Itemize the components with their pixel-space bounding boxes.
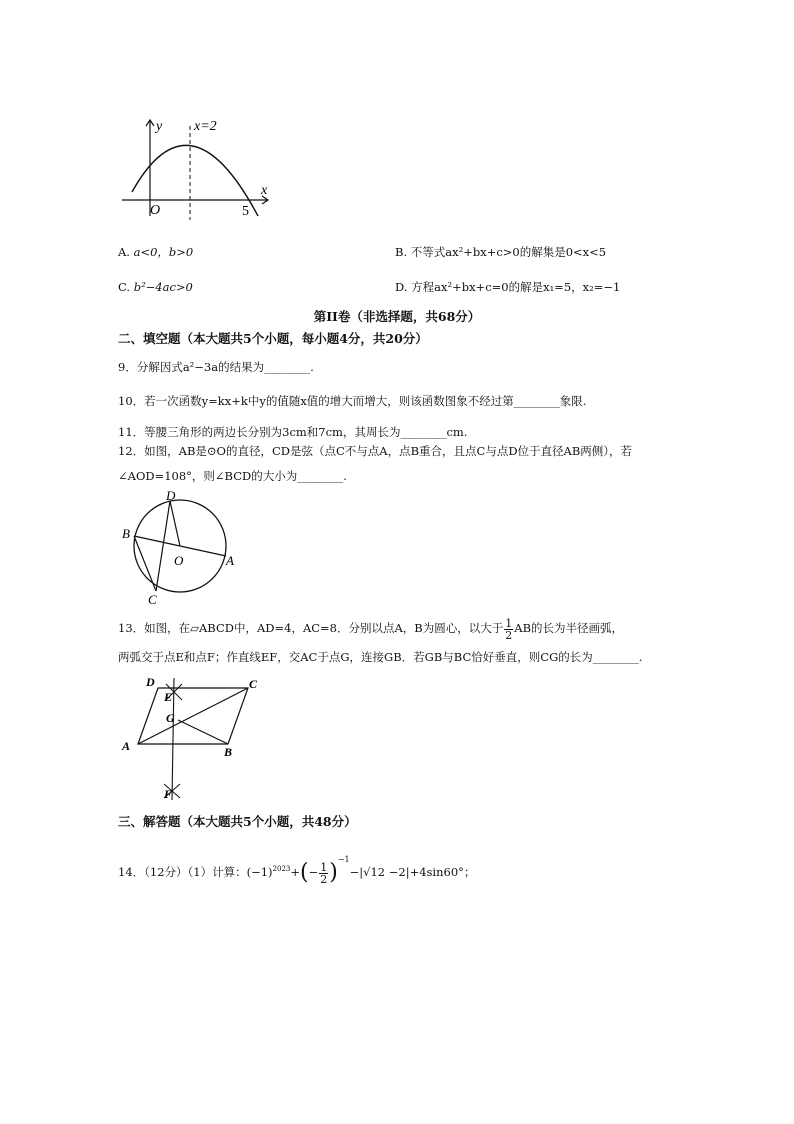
point-d-label: D (146, 675, 155, 689)
question-11: 11．等腰三角形的两边长分别为3cm和7cm，其周长为________cm. (118, 425, 468, 439)
point-b-label: B (224, 745, 233, 759)
origin-label: O (150, 203, 161, 218)
point-c-label: C (249, 677, 258, 691)
tick-5-label: 5 (242, 204, 249, 219)
option-b: B. 不等式ax²+bx+c>0的解集是0<x<5 (395, 245, 607, 259)
point-a-label: A (122, 739, 131, 753)
point-f-label: F (164, 787, 173, 801)
option-d: D. 方程ax²+bx+c=0的解是x₁=5，x₂=−1 (395, 280, 621, 294)
y-axis-label: y (156, 119, 163, 134)
fraction-half: $\frac{1}{2}$ (505, 616, 513, 642)
circle-figure (118, 488, 248, 606)
point-g-label: G (166, 711, 175, 725)
parallelogram-figure (118, 670, 268, 806)
part2-title: 第II卷（非选择题，共68分） (313, 309, 481, 324)
question-13-line1: 13．如图，在▱ABCD中，AD=4，AC=8．分别以点A，B为圆心，以大于 $\frac{1}{2}$ AB的长为半径画弧， (118, 616, 624, 642)
point-o-label: O (174, 553, 184, 568)
symmetry-line-label: x=2 (194, 119, 217, 134)
question-12-line2: ∠AOD=108°，则∠BCD的大小为________. (118, 469, 347, 483)
fraction-half: $\frac{1}{2}$ (320, 860, 328, 886)
question-10: 10．若一次函数y=kx+k中y的值随x值的增大而增大，则该函数图象不经过第________象限. (118, 394, 587, 408)
point-c-label: C (148, 592, 157, 606)
x-axis-label: x (261, 183, 268, 198)
section2-heading: 二、填空题（本大题共5个小题，每小题4分，共20分） (118, 331, 428, 346)
point-e-label: E (164, 690, 173, 704)
question-14: 14．（12分）（1）计算：$(-1)^{2023}+(-$ $\frac{1}{2}$ )$^{-1}$−|√12 −2|+4sin60°； (118, 855, 476, 886)
parabola-figure (118, 112, 278, 220)
point-a-label: A (226, 553, 234, 568)
question-12-line1: 12．如图，AB是⊙O的直径，CD是弦（点C不与点A，点B重合，且点C与点D位于直径AB两侧），若 (118, 444, 633, 458)
option-a: A. a<0，b>0 (118, 245, 194, 259)
question-13-line2: 两弧交于点E和点F；作直线EF，交AC于点G，连接GB．若GB与BC恰好垂直，则CG的长为________. (118, 650, 643, 664)
point-b-label: B (122, 526, 130, 541)
option-c: C. b²−4ac>0 (118, 280, 193, 294)
question-9: 9．分解因式a²−3a的结果为________. (118, 360, 314, 374)
point-d-label: D (166, 488, 176, 503)
section3-heading: 三、解答题（本大题共5个小题，共48分） (118, 814, 357, 829)
